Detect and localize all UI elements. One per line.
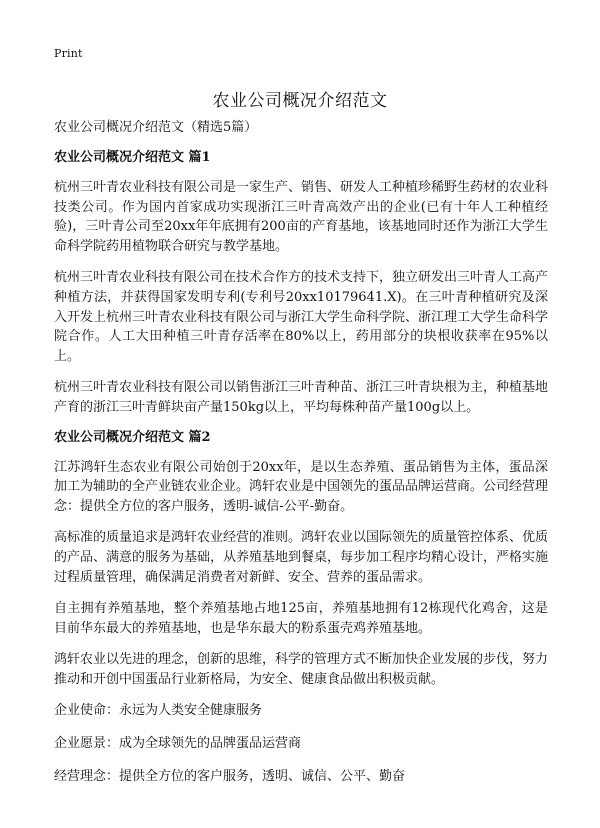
vision-line: 企业愿景：成为全球领先的品牌蛋品运营商 — [54, 736, 302, 752]
paragraph: 自主拥有养殖基地，整个养殖基地占地125亩，养殖基地拥有12栋现代化鸡舍，这是目前华东最大的养殖基地，也是华东最大的粉系蛋壳鸡养殖基地。 — [54, 601, 548, 636]
print-label[interactable]: Print — [54, 47, 83, 60]
mission-line: 企业使命：永远为人类安全健康服务 — [54, 703, 263, 719]
paragraph: 江苏鸿轩生态农业有限公司始创于20xx年，是以生态养殖、蛋品销售为主体，蛋品深加工为辅助的全产业链农业企业。鸿轩农业是中国领先的蛋品品牌运营商。公司经营理念：提供全方位的客户服务，透明-诚信-公平-勤奋。 — [54, 459, 549, 514]
paragraph: 杭州三叶青农业科技有限公司以销售浙江三叶青种苗、浙江三叶青块根为主，种植基地产育的浙江三叶青鲜块亩产量150kg以上，平均每株种苗产量100g以上。 — [54, 380, 549, 415]
paragraph: 杭州三叶青农业科技有限公司是一家生产、销售、研发人工种植珍稀野生药材的农业科技类公司。作为国内首家成功实现浙江三叶青高效产出的企业(已有十年人工种植经验)，三叶青公司至20xx年年底拥有200亩的产育基地，该基地同时还作为浙江大学生命科学院药用植物联合研究与教学基地。 — [54, 180, 549, 254]
paragraph: 杭州三叶青农业科技有限公司在技术合作方的技术支持下，独立研发出三叶青人工高产种植方法，并获得国家发明专利(专利号20xx10179641.X)。在三叶青种植研究及深入开发上杭州三叶青农业科技有限公司与浙江大学生命科学院、浙江理工大学生命科学院合作。人工大田种植三叶青存活率在80%以上，药用部分的块根收获率在95%以上。 — [54, 270, 549, 364]
document-title: 农业公司概况介绍范文 — [212, 91, 388, 111]
paragraph: 鸿轩农业以先进的理念，创新的思维，科学的管理方式不断加快企业发展的步伐，努力推动和开创中国蛋品行业新格局，为安全、健康食品做出积极贡献。 — [54, 652, 549, 687]
document-body — [54, 120, 548, 800]
paragraph: 高标准的质量追求是鸿轩农业经营的准则。鸿轩农业以国际领先的质量管控体系、优质的产品、满意的服务为基础，从养殖基地到餐桌，每步加工程序均精心设计，严格实施过程质量管理，确保满足消费者对新鲜、安全、营养的蛋品需求。 — [54, 530, 549, 585]
section-2 — [54, 430, 548, 787]
section-heading: 农业公司概况介绍范文 篇1 — [54, 150, 211, 165]
philosophy-line: 经营理念：提供全方位的客户服务，透明、诚信、公平、勤奋 — [54, 769, 406, 785]
section-1 — [54, 150, 548, 418]
document-subtitle: 农业公司概况介绍范文（精选5篇） — [54, 120, 258, 135]
section-heading: 农业公司概况介绍范文 篇2 — [54, 429, 211, 445]
